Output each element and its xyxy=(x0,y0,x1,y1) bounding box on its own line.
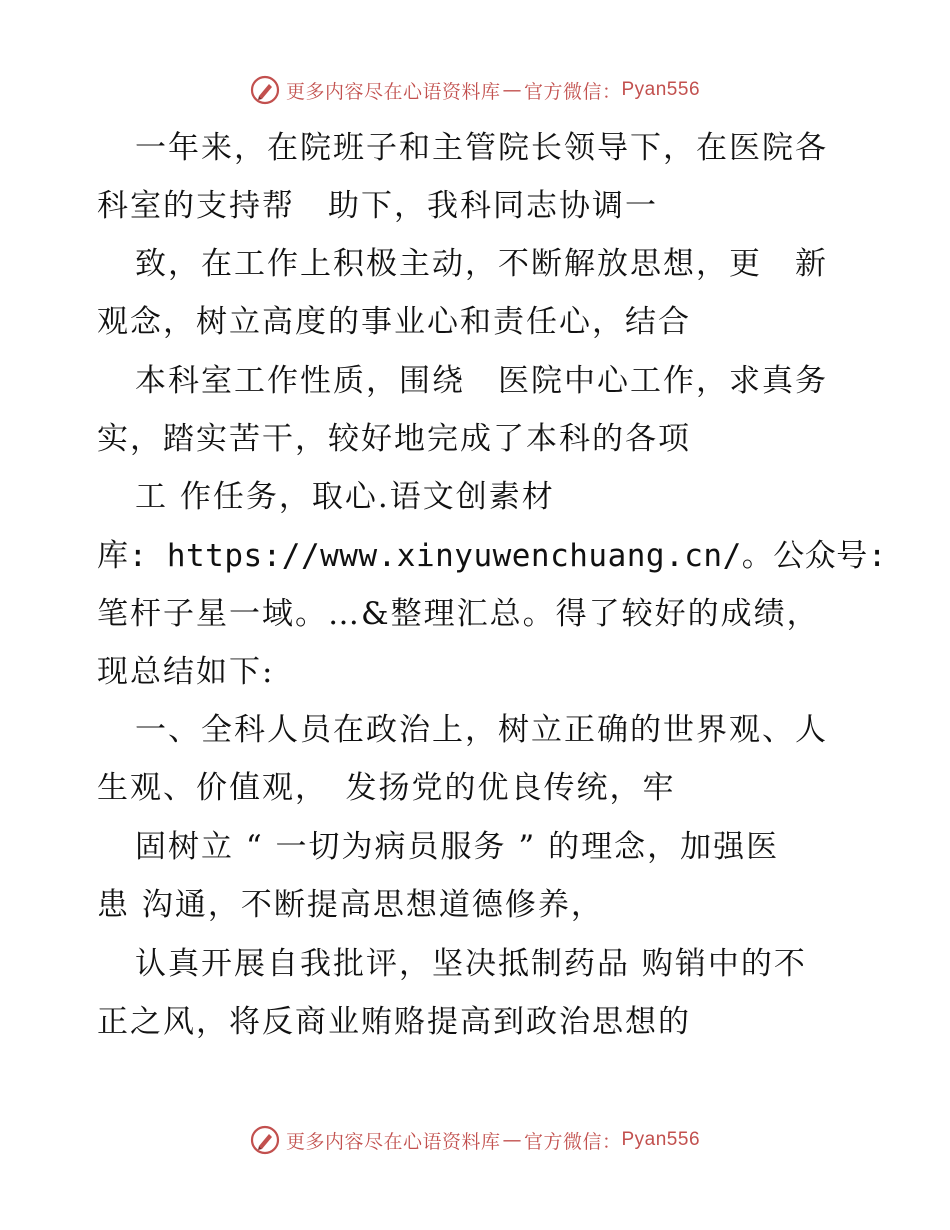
text-line-5: 本科室工作性质，围绕 医院中心工作，求真务 xyxy=(135,363,828,399)
text-line-16: 正之风，将反商业贿赂提高到政治思想的 xyxy=(97,1004,691,1040)
text-line-14: 患 沟通，不断提高思想道德修养， xyxy=(97,887,604,923)
text-line-3: 致，在工作上积极主动，不断解放思想，更 新 xyxy=(135,246,828,282)
text-line-1: 一年来，在院班子和主管院长领导下，在医院各 xyxy=(135,130,828,166)
text-line-6: 实，踏实苦干，较好地完成了本科的各项 xyxy=(97,421,691,457)
text-line-10: 现总结如下: xyxy=(97,654,275,690)
banner-wechat-label: 官方微信： xyxy=(523,1130,622,1153)
header-watermark xyxy=(0,72,950,108)
banner-handle: Pyan556 xyxy=(621,79,701,100)
pen-logo-icon xyxy=(250,75,280,105)
text-line-2: 科室的支持帮 助下，我科同志协调一 xyxy=(97,188,658,224)
text-line-12: 生观、价值观， 发扬党的优良传统，牢 xyxy=(97,770,676,806)
footer-watermark xyxy=(0,1122,950,1158)
banner-separator: — xyxy=(502,1129,522,1151)
pen-logo-icon xyxy=(250,1125,280,1155)
text-line-9: 笔杆子星一域。…&整理汇总。得了较好的成绩， xyxy=(97,596,820,632)
text-line-8: 库: https://www.xinyuwenchuang.cn/。公众号: xyxy=(97,538,887,574)
banner-separator: — xyxy=(502,79,522,101)
banner-handle: Pyan556 xyxy=(621,1129,701,1150)
banner-text: 更多内容尽在心语资料库 xyxy=(285,80,501,103)
banner-wechat-label: 官方微信： xyxy=(523,80,622,103)
text-line-13: 固树立 “ 一切为病员服务 ” 的理念，加强医 xyxy=(135,829,780,865)
text-line-7: 工 作任务，取心.语文创素材 xyxy=(135,479,555,515)
text-line-4: 观念，树立高度的事业心和责任心，结合 xyxy=(97,304,691,340)
text-line-11: 一、全科人员在政治上，树立正确的世界观、人 xyxy=(135,712,828,748)
banner-text: 更多内容尽在心语资料库 xyxy=(285,1130,501,1153)
text-line-15: 认真开展自我批评，坚决抵制药品 购销中的不 xyxy=(135,946,807,982)
